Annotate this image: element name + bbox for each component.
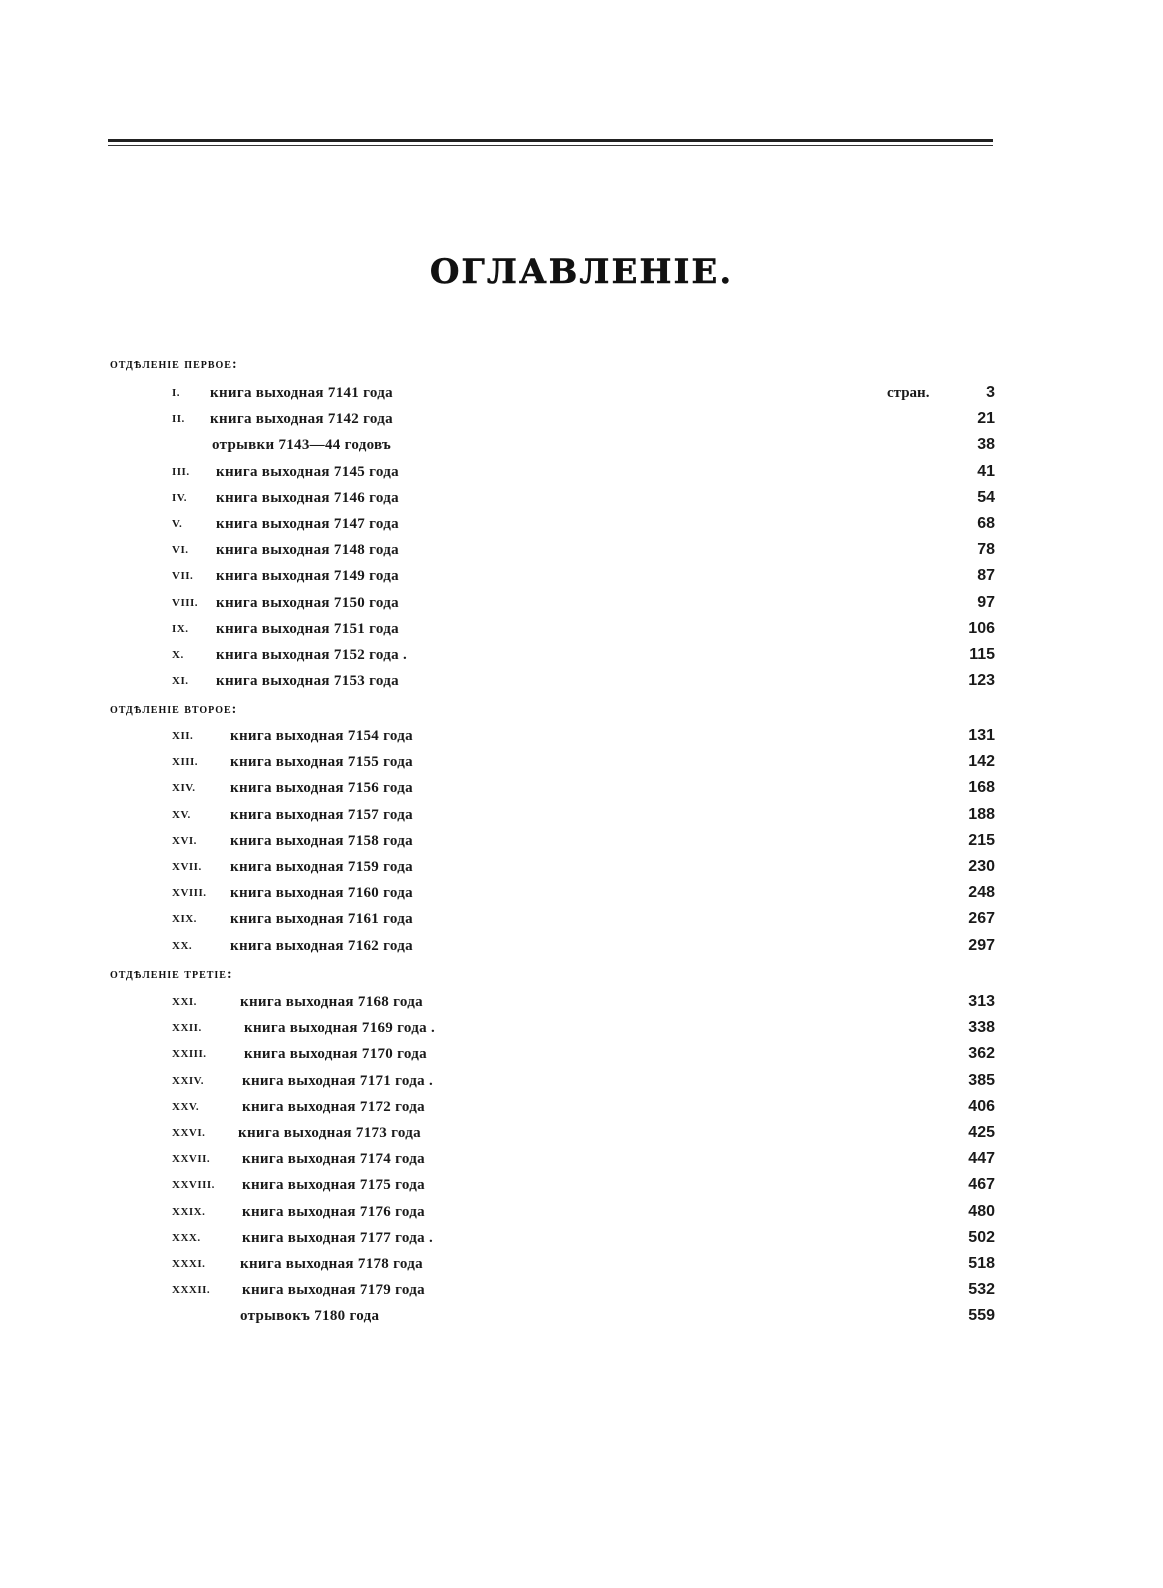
entry-title: книга выходная 7145 года [216,463,399,480]
page-number: 559 [968,1307,995,1325]
page-number: 188 [968,805,995,823]
entry-title: книга выходная 7169 года . [244,1020,436,1037]
entry-title: книга выходная 7146 года [216,489,399,506]
toc-entry [0,459,1163,485]
toc-entry [0,1068,1163,1094]
entry-title: книга выходная 7153 года [216,673,399,690]
section-heading: отдѣленіе второе: [110,702,238,717]
page-number: 3 [986,384,995,401]
toc-entry [0,802,1163,828]
toc-entry [0,642,1163,668]
entry-title: книга выходная 7151 года [216,620,399,637]
roman-numeral: V. [172,518,183,530]
toc-entry [0,1094,1163,1120]
entry-title: книга выходная 7154 года [230,728,413,744]
page-number: 131 [968,727,995,744]
roman-numeral: XXVII. [172,1153,211,1166]
page-number: 447 [968,1150,995,1168]
page-number: 21 [977,410,995,428]
toc-entry [0,854,1163,880]
page-number: 87 [977,567,995,585]
roman-numeral: XXIX. [172,1205,206,1218]
entry-title: книга выходная 7171 года . [242,1072,434,1089]
roman-numeral: XI. [172,675,189,688]
toc-entry [0,1041,1163,1067]
toc-entry [0,485,1163,511]
page-number: 425 [968,1124,995,1141]
page-number: 115 [969,646,995,663]
entry-title: отрывки 7143—44 годовъ [212,437,392,454]
page-number: 406 [968,1097,995,1115]
page-number: 467 [968,1176,995,1194]
entry-title: книга выходная 7178 года [240,1256,423,1272]
roman-numeral: IV. [172,491,188,504]
entry-title: книга выходная 7148 года [216,542,399,559]
roman-numeral: XXI. [172,996,197,1008]
roman-numeral: XVI. [172,834,197,847]
toc-entry [0,563,1163,589]
page-number: 385 [968,1071,995,1089]
page-number: 313 [968,993,995,1010]
toc-entry [0,933,1163,959]
toc-entry [0,511,1163,537]
entry-title: книга выходная 7179 года [242,1282,425,1299]
entry-title: книга выходная 7150 года [216,594,399,611]
page-number: 480 [968,1202,995,1220]
top-double-rule [108,139,993,146]
page-number: 248 [968,884,995,902]
entry-title: книга выходная 7170 года [244,1046,427,1063]
entry-title: книга выходная 7141 года [210,385,393,401]
section-heading: отдѣленіе первое: [110,357,238,372]
roman-numeral: XXXII. [172,1284,211,1297]
roman-numeral: XXIV. [172,1074,204,1087]
toc-entry [0,1199,1163,1225]
page-number: 97 [977,593,995,611]
section-heading: отдѣленіе третіе: [110,967,233,982]
page-number: 297 [968,936,995,954]
toc-entry [0,723,1163,749]
roman-numeral: XXV. [172,1100,200,1113]
roman-numeral: XXII. [172,1022,202,1035]
roman-numeral: VII. [172,570,194,583]
entry-title: книга выходная 7173 года [238,1125,421,1141]
roman-numeral: XVIII. [172,887,207,900]
toc-entry [0,880,1163,906]
page-number: 142 [968,753,995,771]
rule-thick [108,139,993,142]
toc-entry [0,537,1163,563]
toc-entry [0,906,1163,932]
page-number: 68 [977,515,995,532]
entry-title: книга выходная 7157 года [230,806,413,823]
entry-title: книга выходная 7177 года . [242,1229,434,1246]
toc-entry [0,1015,1163,1041]
entry-title: книга выходная 7175 года [242,1177,425,1194]
roman-numeral: XX. [172,939,193,952]
entry-title: книга выходная 7161 года [230,911,413,928]
entry-title: книга выходная 7172 года [242,1098,425,1115]
roman-numeral: VIII. [172,596,199,609]
page-number: 338 [968,1019,995,1037]
page-number: 54 [977,488,995,506]
page-label: стран. [887,385,930,401]
roman-numeral: III. [172,465,190,478]
entry-title: книга выходная 7147 года [216,516,399,532]
entry-title: книга выходная 7160 года [230,885,413,902]
page-number: 532 [968,1281,995,1299]
page-number: 362 [968,1045,995,1063]
entry-title: книга выходная 7174 года [242,1151,425,1168]
page-number: 230 [968,858,995,875]
toc-entry [0,406,1163,432]
page-number: 123 [968,672,995,690]
entry-title: книга выходная 7168 года [240,994,423,1010]
page-title: ОГЛАВЛЕНІЕ. [429,252,734,292]
page-number: 502 [968,1228,995,1246]
toc-entry [0,668,1163,694]
entry-title: книга выходная 7155 года [230,754,413,771]
toc-entry [0,1225,1163,1251]
entry-title: книга выходная 7159 года [230,859,413,875]
entry-title: книга выходная 7156 года [230,780,413,797]
toc-entry [0,1172,1163,1198]
roman-numeral: XIII. [172,756,199,769]
toc-entry [0,1146,1163,1172]
toc-entry [0,1303,1163,1329]
toc-entry [0,1120,1163,1146]
toc-entry [0,775,1163,801]
toc-entry [0,380,1163,406]
toc-entry [0,828,1163,854]
roman-numeral: VI. [172,544,189,557]
page-number: 168 [968,779,995,797]
toc-entry [0,1277,1163,1303]
roman-numeral: XVII. [172,861,202,873]
toc-entry [0,616,1163,642]
entry-title: книга выходная 7142 года [210,411,393,428]
entry-title: книга выходная 7149 года [216,568,399,585]
roman-numeral: XIV. [172,782,196,795]
toc-entry [0,749,1163,775]
toc-entry [0,1251,1163,1277]
entry-title: книга выходная 7162 года [230,937,413,954]
roman-numeral: XII. [172,730,194,742]
roman-numeral: II. [172,413,185,426]
page-number: 78 [977,541,995,559]
roman-numeral: IX. [172,622,189,635]
roman-numeral: XXVIII. [172,1179,215,1192]
entry-title: книга выходная 7158 года [230,832,413,849]
page-number: 41 [977,462,995,480]
entry-title: книга выходная 7176 года [242,1203,425,1220]
toc-entry [0,590,1163,616]
page-number: 215 [968,831,995,849]
roman-numeral: XXIII. [172,1048,207,1061]
page-number: 38 [977,436,995,454]
entry-title: книга выходная 7152 года . [216,647,408,663]
roman-numeral: XXXI. [172,1258,206,1270]
entry-title: отрывокъ 7180 года [240,1308,380,1325]
roman-numeral: XIX. [172,913,197,926]
roman-numeral: XV. [172,808,191,821]
page-number: 518 [968,1255,995,1272]
toc-entry [0,432,1163,458]
page-number: 106 [968,619,995,637]
roman-numeral: X. [172,649,184,661]
page-number: 267 [968,910,995,928]
toc-entry [0,989,1163,1015]
rule-thin [108,145,993,146]
roman-numeral: XXX. [172,1231,201,1244]
roman-numeral: I. [172,387,181,399]
roman-numeral: XXVI. [172,1127,206,1139]
